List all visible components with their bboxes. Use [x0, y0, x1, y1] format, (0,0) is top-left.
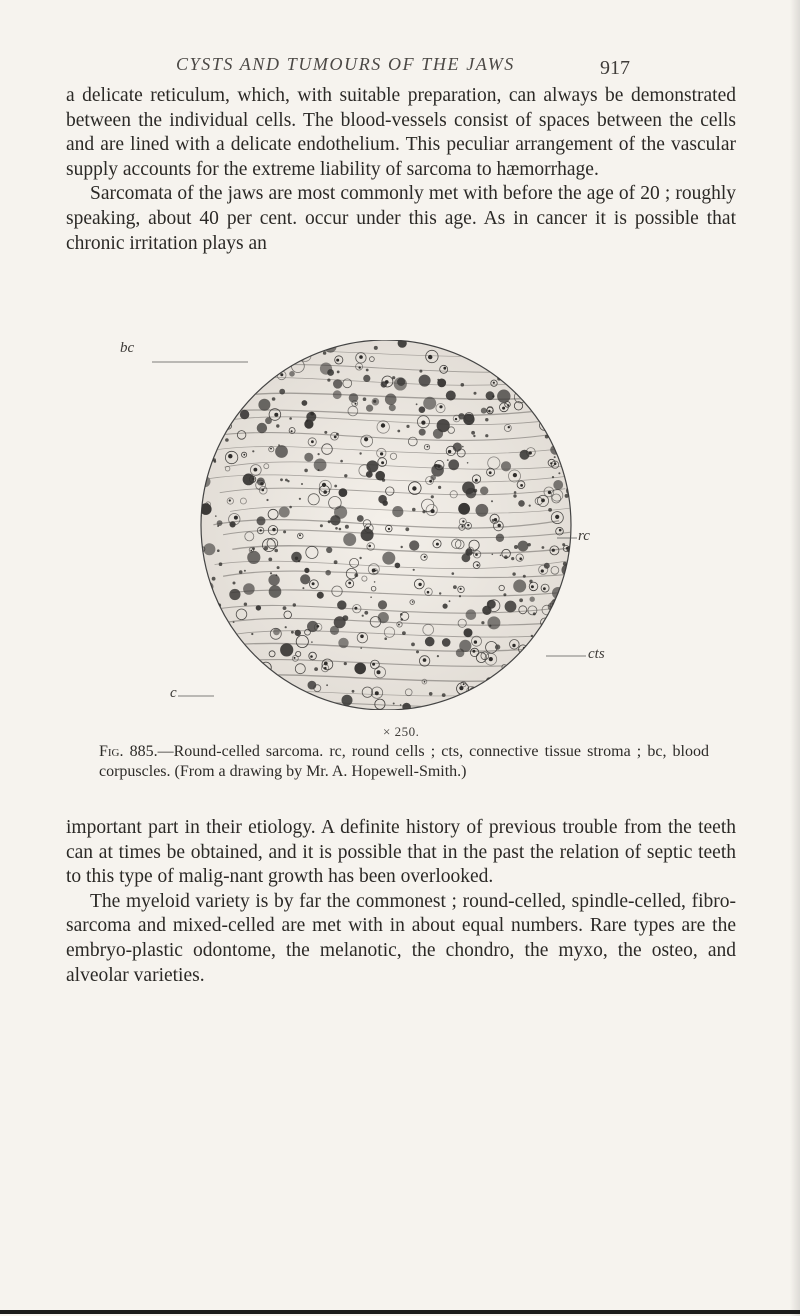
bottom-rule: [0, 1310, 800, 1314]
paragraph: important part in their etiology. A definite history of previous trouble from the teeth can at times be obtained, and it is possible that in the past the relation of septic teeth to this type of malig-nant growth has been overlooked.: [66, 817, 736, 888]
label-cts: cts: [588, 646, 605, 662]
running-head-title: CYSTS AND TUMOURS OF THE JAWS: [176, 54, 515, 74]
label-rc: rc: [578, 528, 590, 544]
body-text-bottom: [66, 816, 736, 988]
paragraph: a delicate reticulum, which, with suitable preparation, can always be demonstrated between the individual cells. The blood-vessels consist of spaces between the cells and are lined with a delicate endothelium. This peculiar arrangement of the vascular supply accounts for the extreme liability of sarcoma to hæmorrhage.: [66, 85, 736, 180]
page-number: 917: [600, 57, 630, 79]
figure-caption: [99, 742, 709, 782]
figure-number: Fig. 885.: [99, 743, 158, 760]
paragraph: Sarcomata of the jaws are most commonly met with before the age of 20 ; roughly speaking, about 40 per cent. occur under this age. As in cancer it is possible that chronic irritation plays an: [66, 183, 736, 254]
figure-caption-text: —Round-celled sarcoma. rc, round cells ; cts, connective tissue stroma ; bc, blood corpuscles. (From a drawing by Mr. A. Hopewell-Smith.): [99, 743, 710, 780]
label-c: c: [170, 685, 177, 701]
running-head: [0, 54, 800, 86]
histology-drawing: [126, 340, 646, 710]
magnification: × 250.: [383, 724, 420, 739]
page-edge-shadow: [790, 0, 800, 1316]
label-bc: bc: [120, 340, 135, 356]
body-text-top: [66, 84, 736, 256]
histology-figure: [120, 340, 646, 710]
paragraph: The myeloid variety is by far the commonest ; round-celled, spindle-celled, fibro-sarcoma and mixed-celled are met with in about equal numbers. Rare types are the embryo-plastic odontome, the melanotic, the chondro, the myxo, the osteo, and alveolar varieties.: [66, 890, 736, 986]
